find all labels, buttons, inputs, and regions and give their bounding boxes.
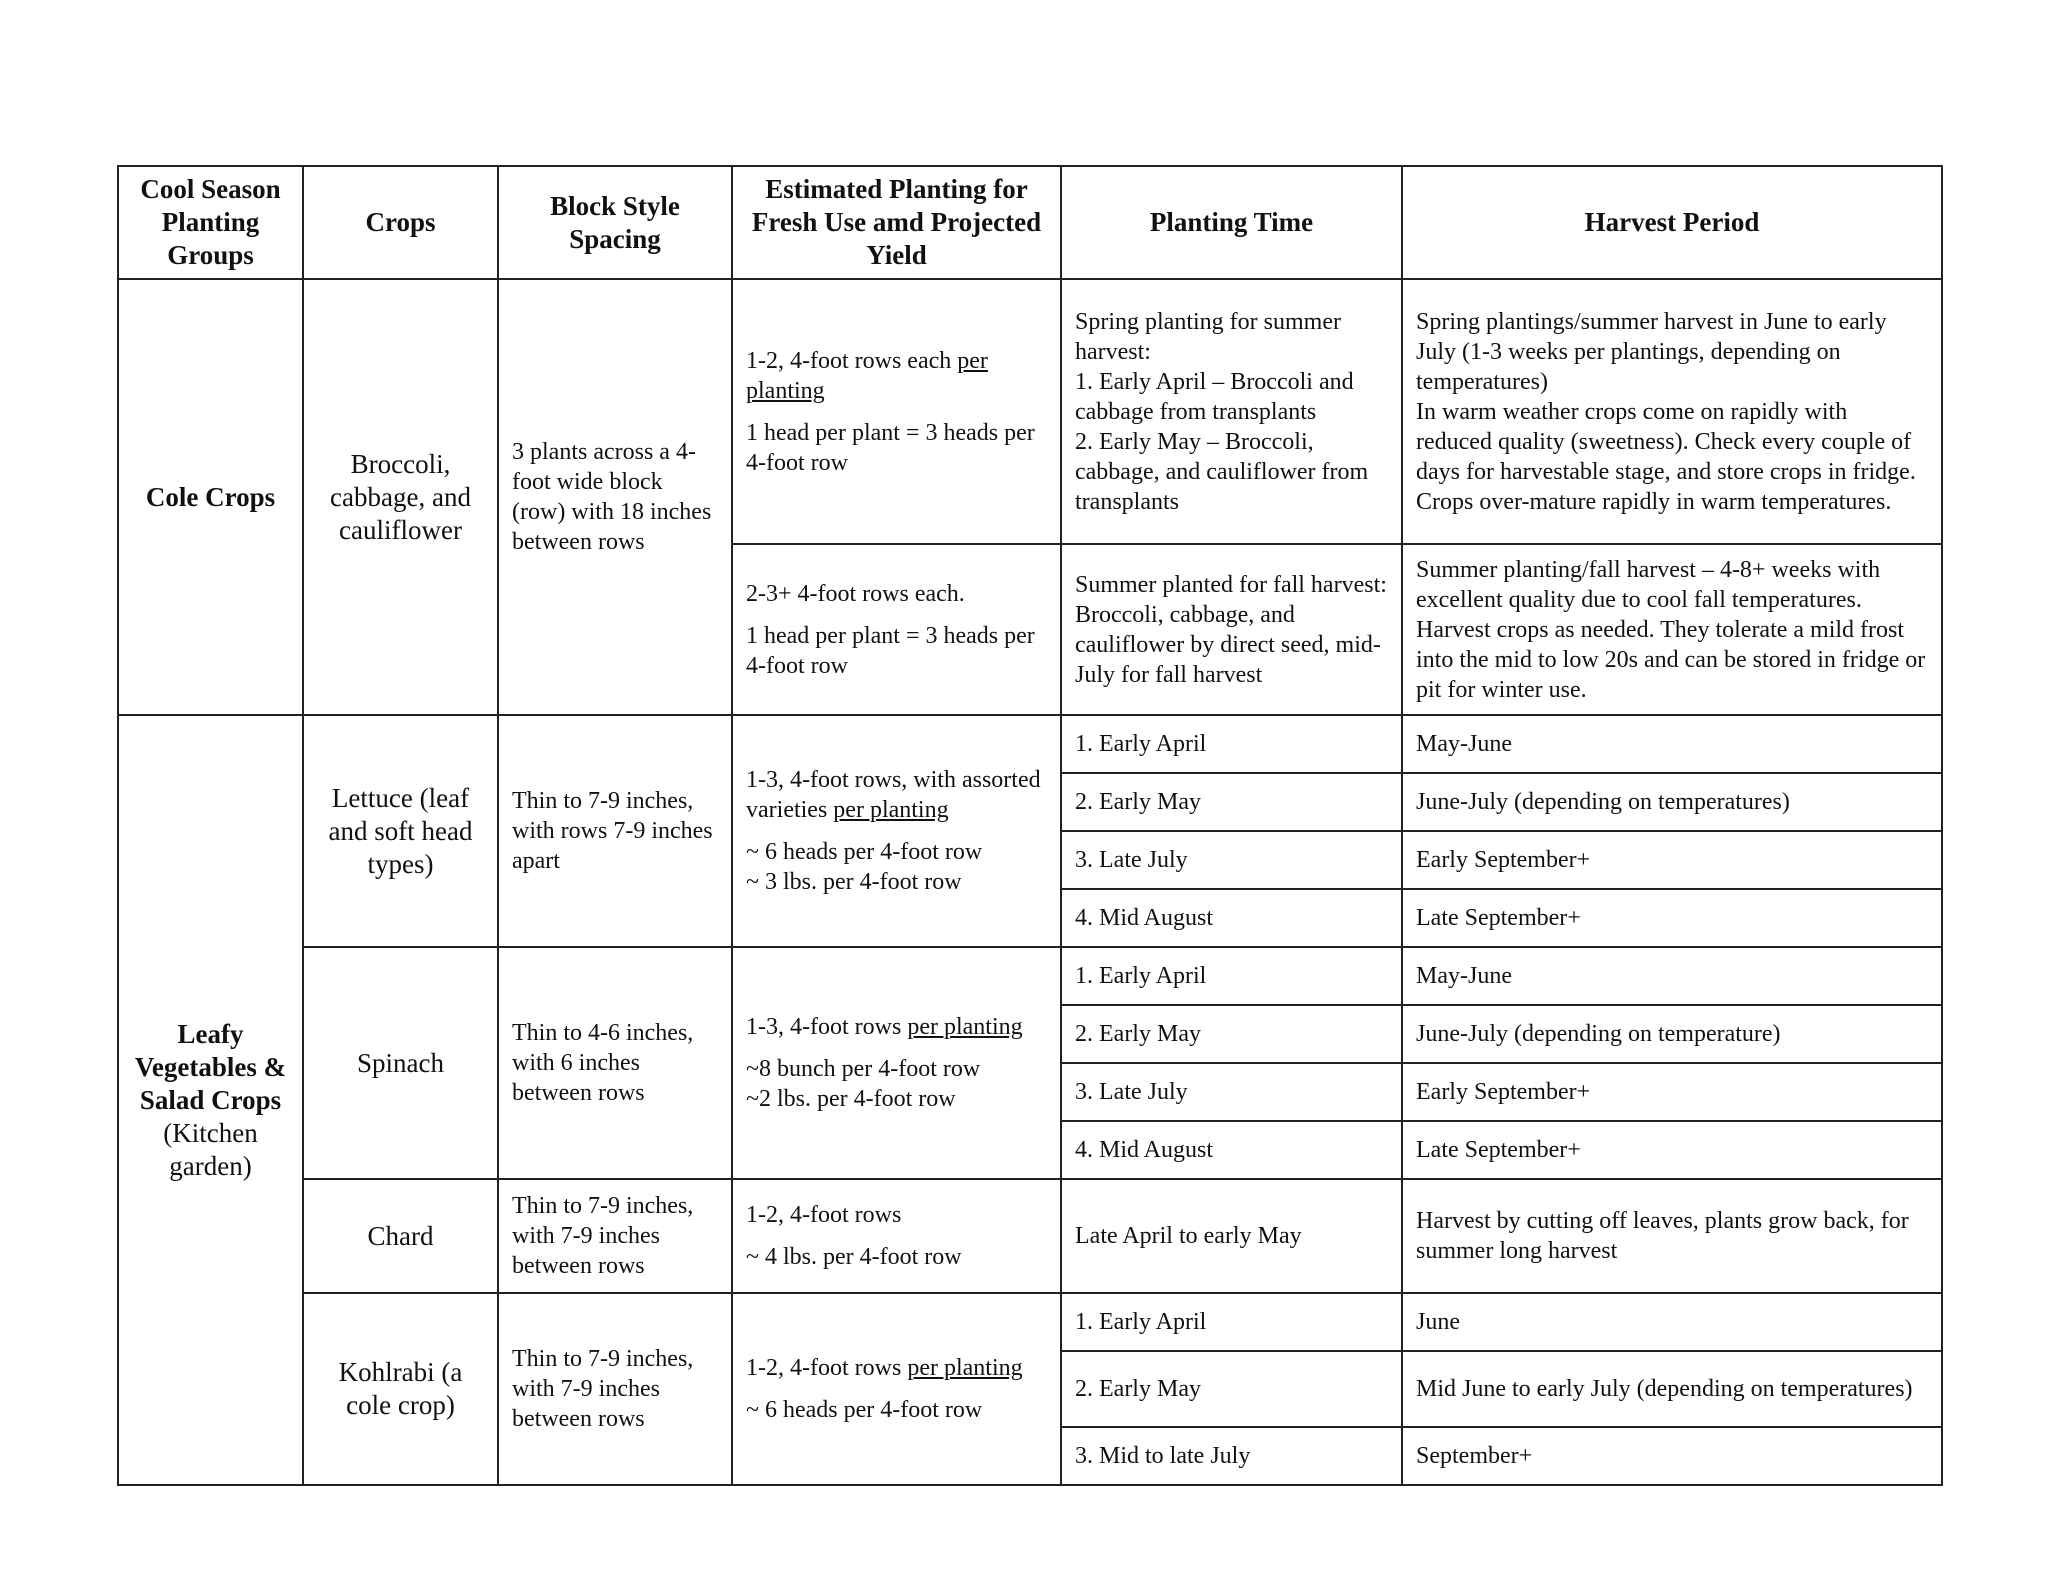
yield-line: [746, 765, 1047, 825]
spacing-cell-spinach: Thin to 4-6 inches, with 6 inches between rows: [498, 947, 732, 1179]
planting-time-cell: 2. Early May: [1061, 773, 1402, 831]
spacing-cell-kohlrabi: Thin to 7-9 inches, with 7-9 inches between rows: [498, 1293, 732, 1485]
yield-line: [746, 1012, 1047, 1042]
yield-line: 1 head per plant = 3 heads per 4-foot row: [746, 419, 1035, 476]
harvest-cell: June: [1402, 1293, 1942, 1351]
group-leafy-note: (Kitchen garden): [163, 1117, 258, 1181]
table-row: [118, 947, 1942, 1005]
table-row: [118, 1293, 1942, 1351]
yield-underlined-text: per planting: [833, 797, 949, 823]
yield-line: ~ 3 lbs. per 4-foot row: [746, 869, 962, 895]
yield-underlined-text: per planting: [907, 1355, 1023, 1381]
harvest-cell: Summer planting/fall harvest – 4-8+ weeks with excellent quality due to cool fall temperatures. Harvest crops as needed. They tolerate a mild frost into the mid to low 20s and can be stored in fridge or pit for winter use.: [1402, 544, 1942, 715]
planting-time-cell: 2. Early May: [1061, 1005, 1402, 1063]
header-groups: Cool Season Planting Groups: [118, 166, 303, 279]
harvest-cell: Spring plantings/summer harvest in June to early July (1-3 weeks per plantings, depending on temperatures) In warm weather crops come on rapidly with reduced quality (sweetness). Check every couple of days for harvestable stage, and store crops in fridge. Crops over-mature rapidly in warm temperatures.: [1402, 279, 1942, 544]
spacing-cell-cole: 3 plants across a 4-foot wide block (row) with 18 inches between rows: [498, 279, 732, 715]
yield-line: ~ 4 lbs. per 4-foot row: [746, 1244, 962, 1270]
planting-time-cell: 2. Early May: [1061, 1351, 1402, 1427]
planting-time-cell: 3. Late July: [1061, 1063, 1402, 1121]
planting-time-cell: 1. Early April: [1061, 1293, 1402, 1351]
harvest-cell: Early September+: [1402, 1063, 1942, 1121]
header-planting-time: Planting Time: [1061, 166, 1402, 279]
harvest-cell: June-July (depending on temperature): [1402, 1005, 1942, 1063]
yield-line: [746, 1353, 1047, 1383]
crop-cell-cole: Broccoli, cabbage, and cauliflower: [303, 279, 498, 715]
header-yield: Estimated Planting for Fresh Use amd Projected Yield: [732, 166, 1061, 279]
header-harvest: Harvest Period: [1402, 166, 1942, 279]
yield-text: 1-3, 4-foot rows: [746, 1014, 908, 1040]
harvest-cell: September+: [1402, 1427, 1942, 1485]
planting-time-cell: 1. Early April: [1061, 715, 1402, 773]
harvest-cell: June-July (depending on temperatures): [1402, 773, 1942, 831]
harvest-cell: Late September+: [1402, 889, 1942, 947]
header-row: [118, 166, 1942, 279]
group-leafy-label: Leafy Vegetables & Salad Crops: [134, 1018, 287, 1115]
crop-cell-kohlrabi: Kohlrabi (a cole crop): [303, 1293, 498, 1485]
group-cole-label: Cole Crops: [145, 481, 276, 512]
planting-table: [117, 165, 1943, 1486]
yield-text: 1-2, 4-foot rows: [746, 1355, 908, 1381]
planting-time-cell: Summer planted for fall harvest: Broccoli, cabbage, and cauliflower by direct seed, mid-July for fall harvest: [1061, 544, 1402, 715]
yield-text: 1-2, 4-foot rows each: [746, 347, 958, 374]
crop-cell-chard: Chard: [303, 1179, 498, 1293]
harvest-cell: Late September+: [1402, 1121, 1942, 1179]
planting-time-cell: 4. Mid August: [1061, 889, 1402, 947]
harvest-cell: Early September+: [1402, 831, 1942, 889]
yield-line: ~ 6 heads per 4-foot row: [746, 839, 983, 865]
yield-underlined-text: per planting: [746, 347, 988, 404]
group-cell-cole: [118, 279, 303, 715]
yield-cell-kohlrabi: [732, 1293, 1061, 1485]
yield-cell-cole-summer: [732, 544, 1061, 715]
spacing-cell-lettuce: Thin to 7-9 inches, with rows 7-9 inches apart: [498, 715, 732, 947]
yield-cell-chard: [732, 1179, 1061, 1293]
crop-cell-spinach: Spinach: [303, 947, 498, 1179]
crop-cell-lettuce: Lettuce (leaf and soft head types): [303, 715, 498, 947]
planting-time-cell: Spring planting for summer harvest: 1. Early April – Broccoli and cabbage from transplants 2. Early May – Broccoli, cabbage, and cauliflower from transplants: [1061, 279, 1402, 544]
yield-cell-lettuce: [732, 715, 1061, 947]
planting-time-cell: 1. Early April: [1061, 947, 1402, 1005]
harvest-cell: Mid June to early July (depending on temperatures): [1402, 1351, 1942, 1427]
planting-time-cell: 3. Mid to late July: [1061, 1427, 1402, 1485]
yield-line: ~8 bunch per 4-foot row: [746, 1056, 981, 1082]
yield-cell-cole-spring: [732, 279, 1061, 544]
harvest-cell: May-June: [1402, 947, 1942, 1005]
yield-line: 1-2, 4-foot rows: [746, 1202, 902, 1228]
yield-underlined-text: per planting: [907, 1014, 1023, 1040]
yield-text: 1-3, 4-foot rows, with assorted varieties: [746, 767, 1041, 823]
planting-time-cell: 3. Late July: [1061, 831, 1402, 889]
yield-line: 1 head per plant = 3 heads per 4-foot row: [746, 622, 1035, 679]
table-row: [118, 279, 1942, 544]
group-cell-leafy: [118, 715, 303, 1485]
harvest-cell: Harvest by cutting off leaves, plants grow back, for summer long harvest: [1402, 1179, 1942, 1293]
yield-line: ~2 lbs. per 4-foot row: [746, 1086, 956, 1112]
yield-line: 2-3+ 4-foot rows each.: [746, 580, 965, 607]
planting-time-cell: 4. Mid August: [1061, 1121, 1402, 1179]
table-row: [118, 1179, 1942, 1293]
table-row: [118, 715, 1942, 773]
header-spacing: Block Style Spacing: [498, 166, 732, 279]
header-crops: Crops: [303, 166, 498, 279]
planting-time-cell: Late April to early May: [1061, 1179, 1402, 1293]
harvest-cell: May-June: [1402, 715, 1942, 773]
yield-cell-spinach: [732, 947, 1061, 1179]
yield-line: ~ 6 heads per 4-foot row: [746, 1397, 983, 1423]
yield-line: [746, 346, 1047, 406]
spacing-cell-chard: Thin to 7-9 inches, with 7-9 inches between rows: [498, 1179, 732, 1293]
